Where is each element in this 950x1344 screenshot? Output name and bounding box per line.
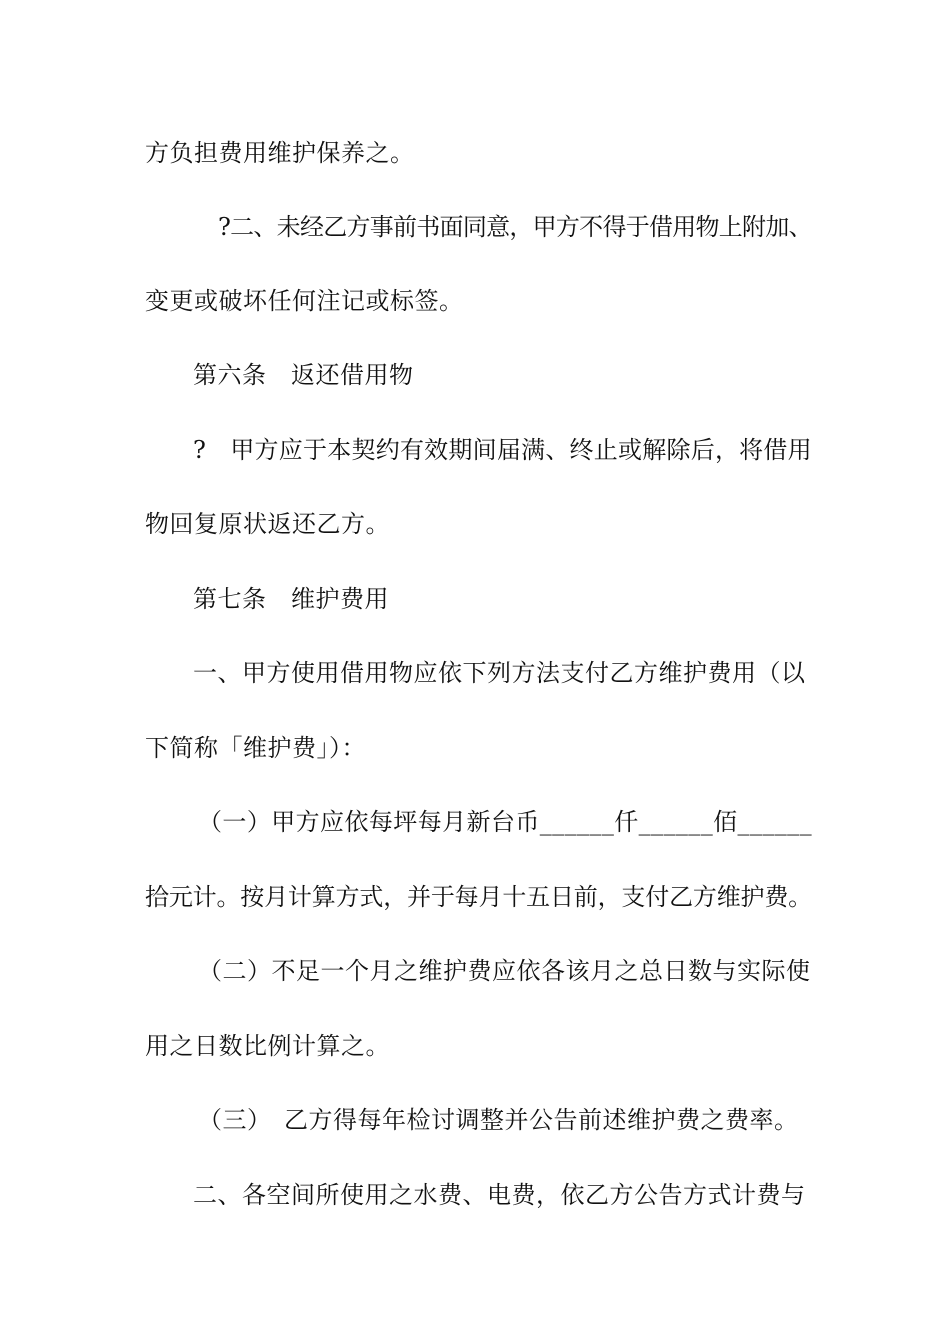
text-line: 下简称「维护费」）： xyxy=(145,734,366,762)
text-line: ? 甲方应于本契约有效期间届满、终止或解除后，将借用 xyxy=(193,436,812,464)
text-line: 二、各空间所使用之水费、电费，依乙方公告方式计费与 xyxy=(193,1181,806,1209)
text-line: （二）不足一个月之维护费应依各该月之总日数与实际使 xyxy=(198,957,811,985)
text-line: （一）甲方应依每坪每月新台币______仟______佰______ xyxy=(198,808,812,836)
text-line: 一、甲方使用借用物应依下列方法支付乙方维护费用（以 xyxy=(193,659,806,687)
section-heading: 第六条 返还借用物 xyxy=(193,361,414,389)
text-line: 拾元计。按月计算方式，并于每月十五日前，支付乙方维护费。 xyxy=(145,883,812,911)
text-line: 方负担费用维护保养之。 xyxy=(145,139,415,167)
text-line: 用之日数比例计算之。 xyxy=(145,1032,390,1060)
text-line: （三） 乙方得每年检讨调整并公告前述维护费之费率。 xyxy=(198,1106,799,1134)
text-line: 变更或破坏任何注记或标签。 xyxy=(145,287,464,315)
text-line: 物回复原状返还乙方。 xyxy=(145,510,390,538)
section-heading: 第七条 维护费用 xyxy=(193,585,389,613)
text-line: ?二、未经乙方事前书面同意，甲方不得于借用物上附加、 xyxy=(218,213,812,241)
